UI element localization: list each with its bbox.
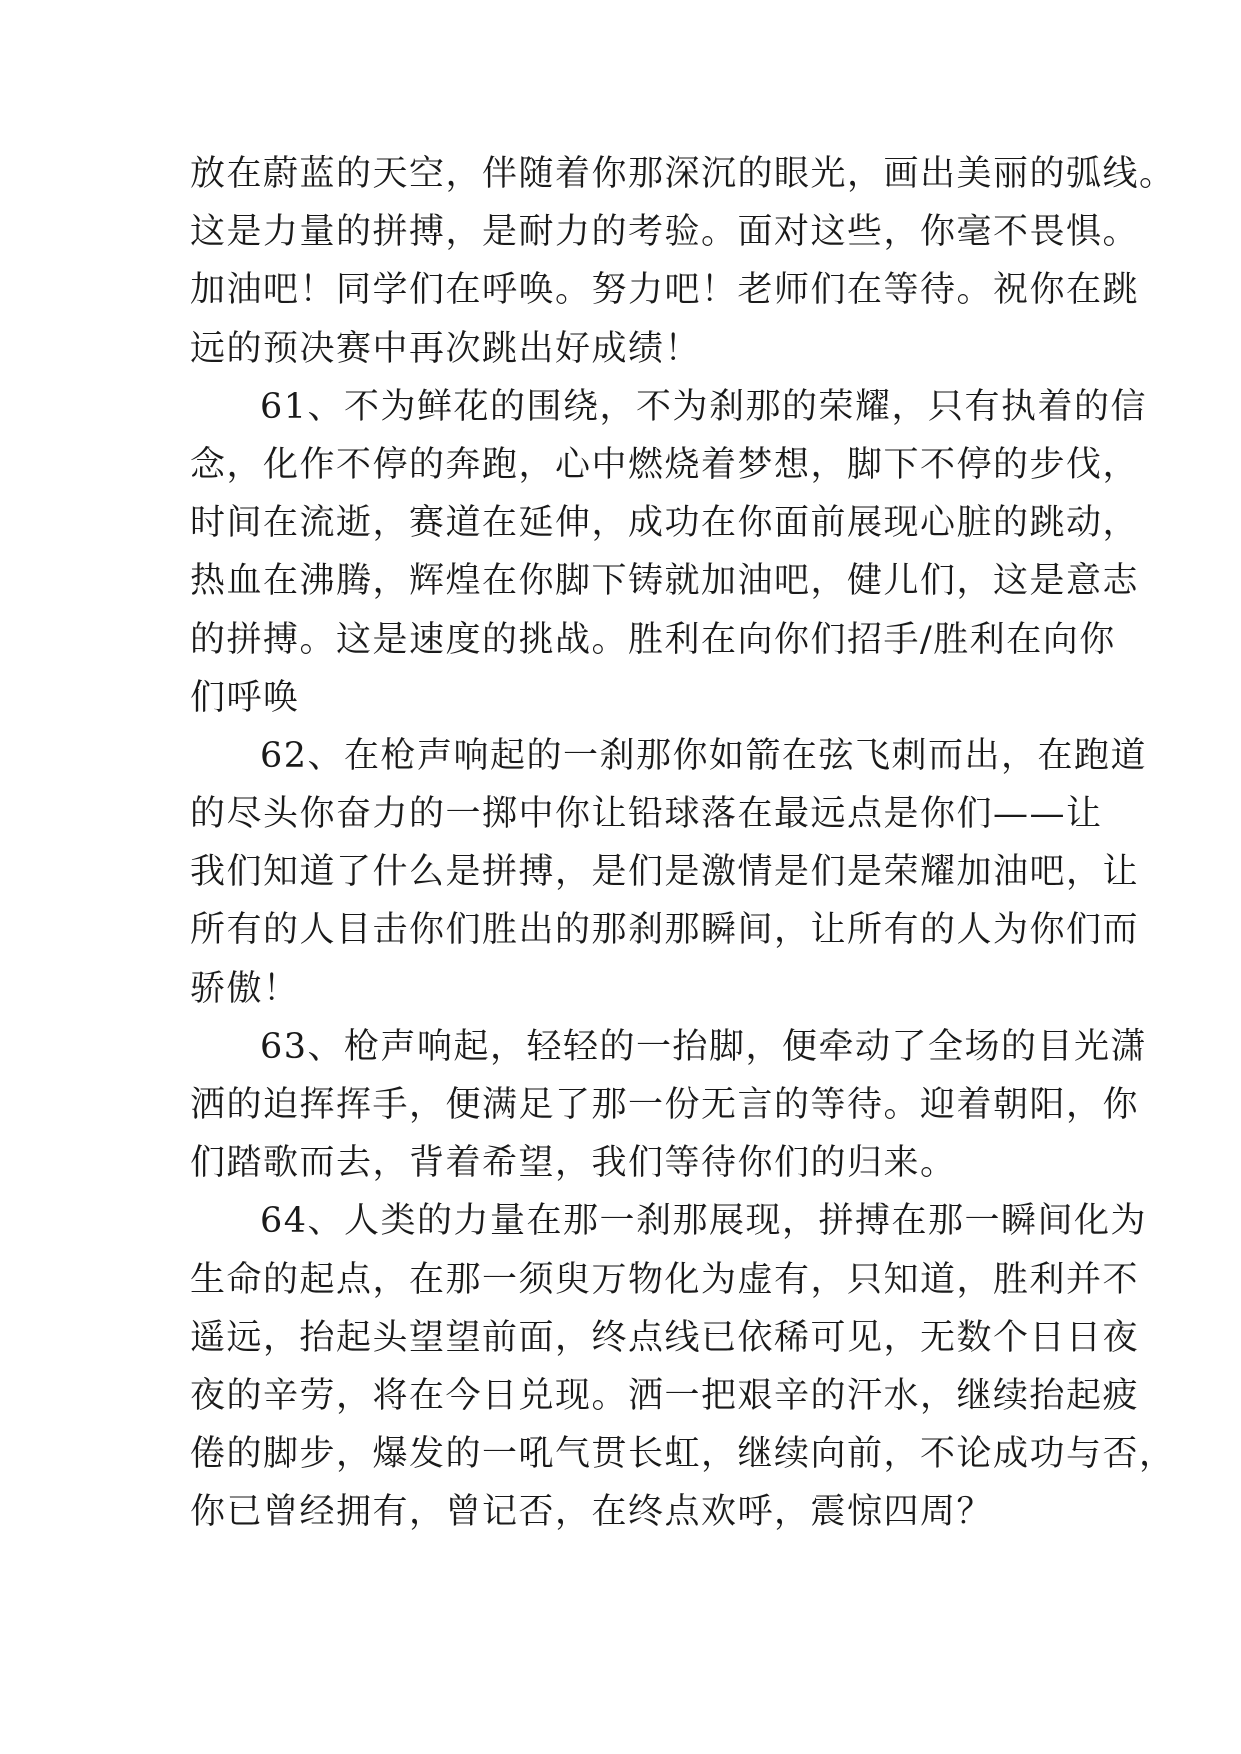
text-line: 热血在沸腾，辉煌在你脚下铸就加油吧，健儿们，这是意志 [190, 561, 1140, 602]
paragraph [190, 145, 1176, 378]
text-line: 放在蔚蓝的天空，伴随着你那深沉的眼光，画出美丽的弧线。 [190, 154, 1176, 194]
text-line: 时间在流逝，赛道在延伸，成功在你面前展现心脏的跳动， [190, 503, 1140, 544]
paragraph [190, 378, 1148, 727]
text-line: 加油吧！同学们在呼唤。努力吧！老师们在等待。祝你在跳 [190, 270, 1140, 311]
paragraph [190, 727, 1148, 1018]
text-line: 64、人类的力量在那一刹那展现，拼搏在那一瞬间化为 [260, 1201, 1148, 1242]
text-line: 夜的辛劳，将在今日兑现。洒一把艰辛的汗水，继续抬起疲 [190, 1375, 1140, 1416]
text-line: 骄傲！ [190, 968, 300, 1009]
text-line: 们呼唤 [190, 677, 300, 718]
text-line: 遥远，抬起头望望前面，终点线已依稀可见，无数个日日夜 [190, 1317, 1140, 1358]
text-line: 洒的迫挥挥手，便满足了那一份无言的等待。迎着朝阳，你 [190, 1085, 1140, 1125]
text-line: 你已曾经拥有，曾记否，在终点欢呼，震惊四周？ [190, 1492, 994, 1533]
text-line: 62、在枪声响起的一刹那你如箭在弦飞刺而出，在跑道 [260, 735, 1148, 776]
text-line: 生命的起点，在那一须臾万物化为虚有，只知道，胜利并不 [190, 1259, 1140, 1300]
document-body [190, 145, 1176, 1542]
text-line: 的尽头你奋力的一掷中你让铅球落在最远点是你们——让 [190, 794, 1103, 835]
text-line: 63、枪声响起，轻轻的一抬脚，便牵动了全场的目光潇 [260, 1026, 1148, 1067]
text-line: 的拼搏。这是速度的挑战。胜利在向你们招手/胜利在向你 [190, 619, 1116, 660]
text-line: 倦的脚步，爆发的一吼气贯长虹，继续向前，不论成功与否， [190, 1434, 1176, 1475]
text-line: 远的预决赛中再次跳出好成绩！ [190, 328, 702, 369]
paragraph [190, 1192, 1176, 1541]
paragraph [190, 1018, 1148, 1193]
text-line: 这是力量的拼搏，是耐力的考验。面对这些，你毫不畏惧。 [190, 212, 1140, 253]
text-line: 们踏歌而去，背着希望，我们等待你们的归来。 [190, 1143, 957, 1184]
text-line: 我们知道了什么是拼搏，是们是激情是们是荣耀加油吧，让 [190, 852, 1140, 893]
text-line: 所有的人目击你们胜出的那刹那瞬间，让所有的人为你们而 [190, 910, 1140, 951]
text-line: 61、不为鲜花的围绕，不为刹那的荣耀，只有执着的信 [260, 386, 1148, 427]
text-line: 念，化作不停的奔跑，心中燃烧着梦想，脚下不停的步伐， [190, 444, 1140, 485]
